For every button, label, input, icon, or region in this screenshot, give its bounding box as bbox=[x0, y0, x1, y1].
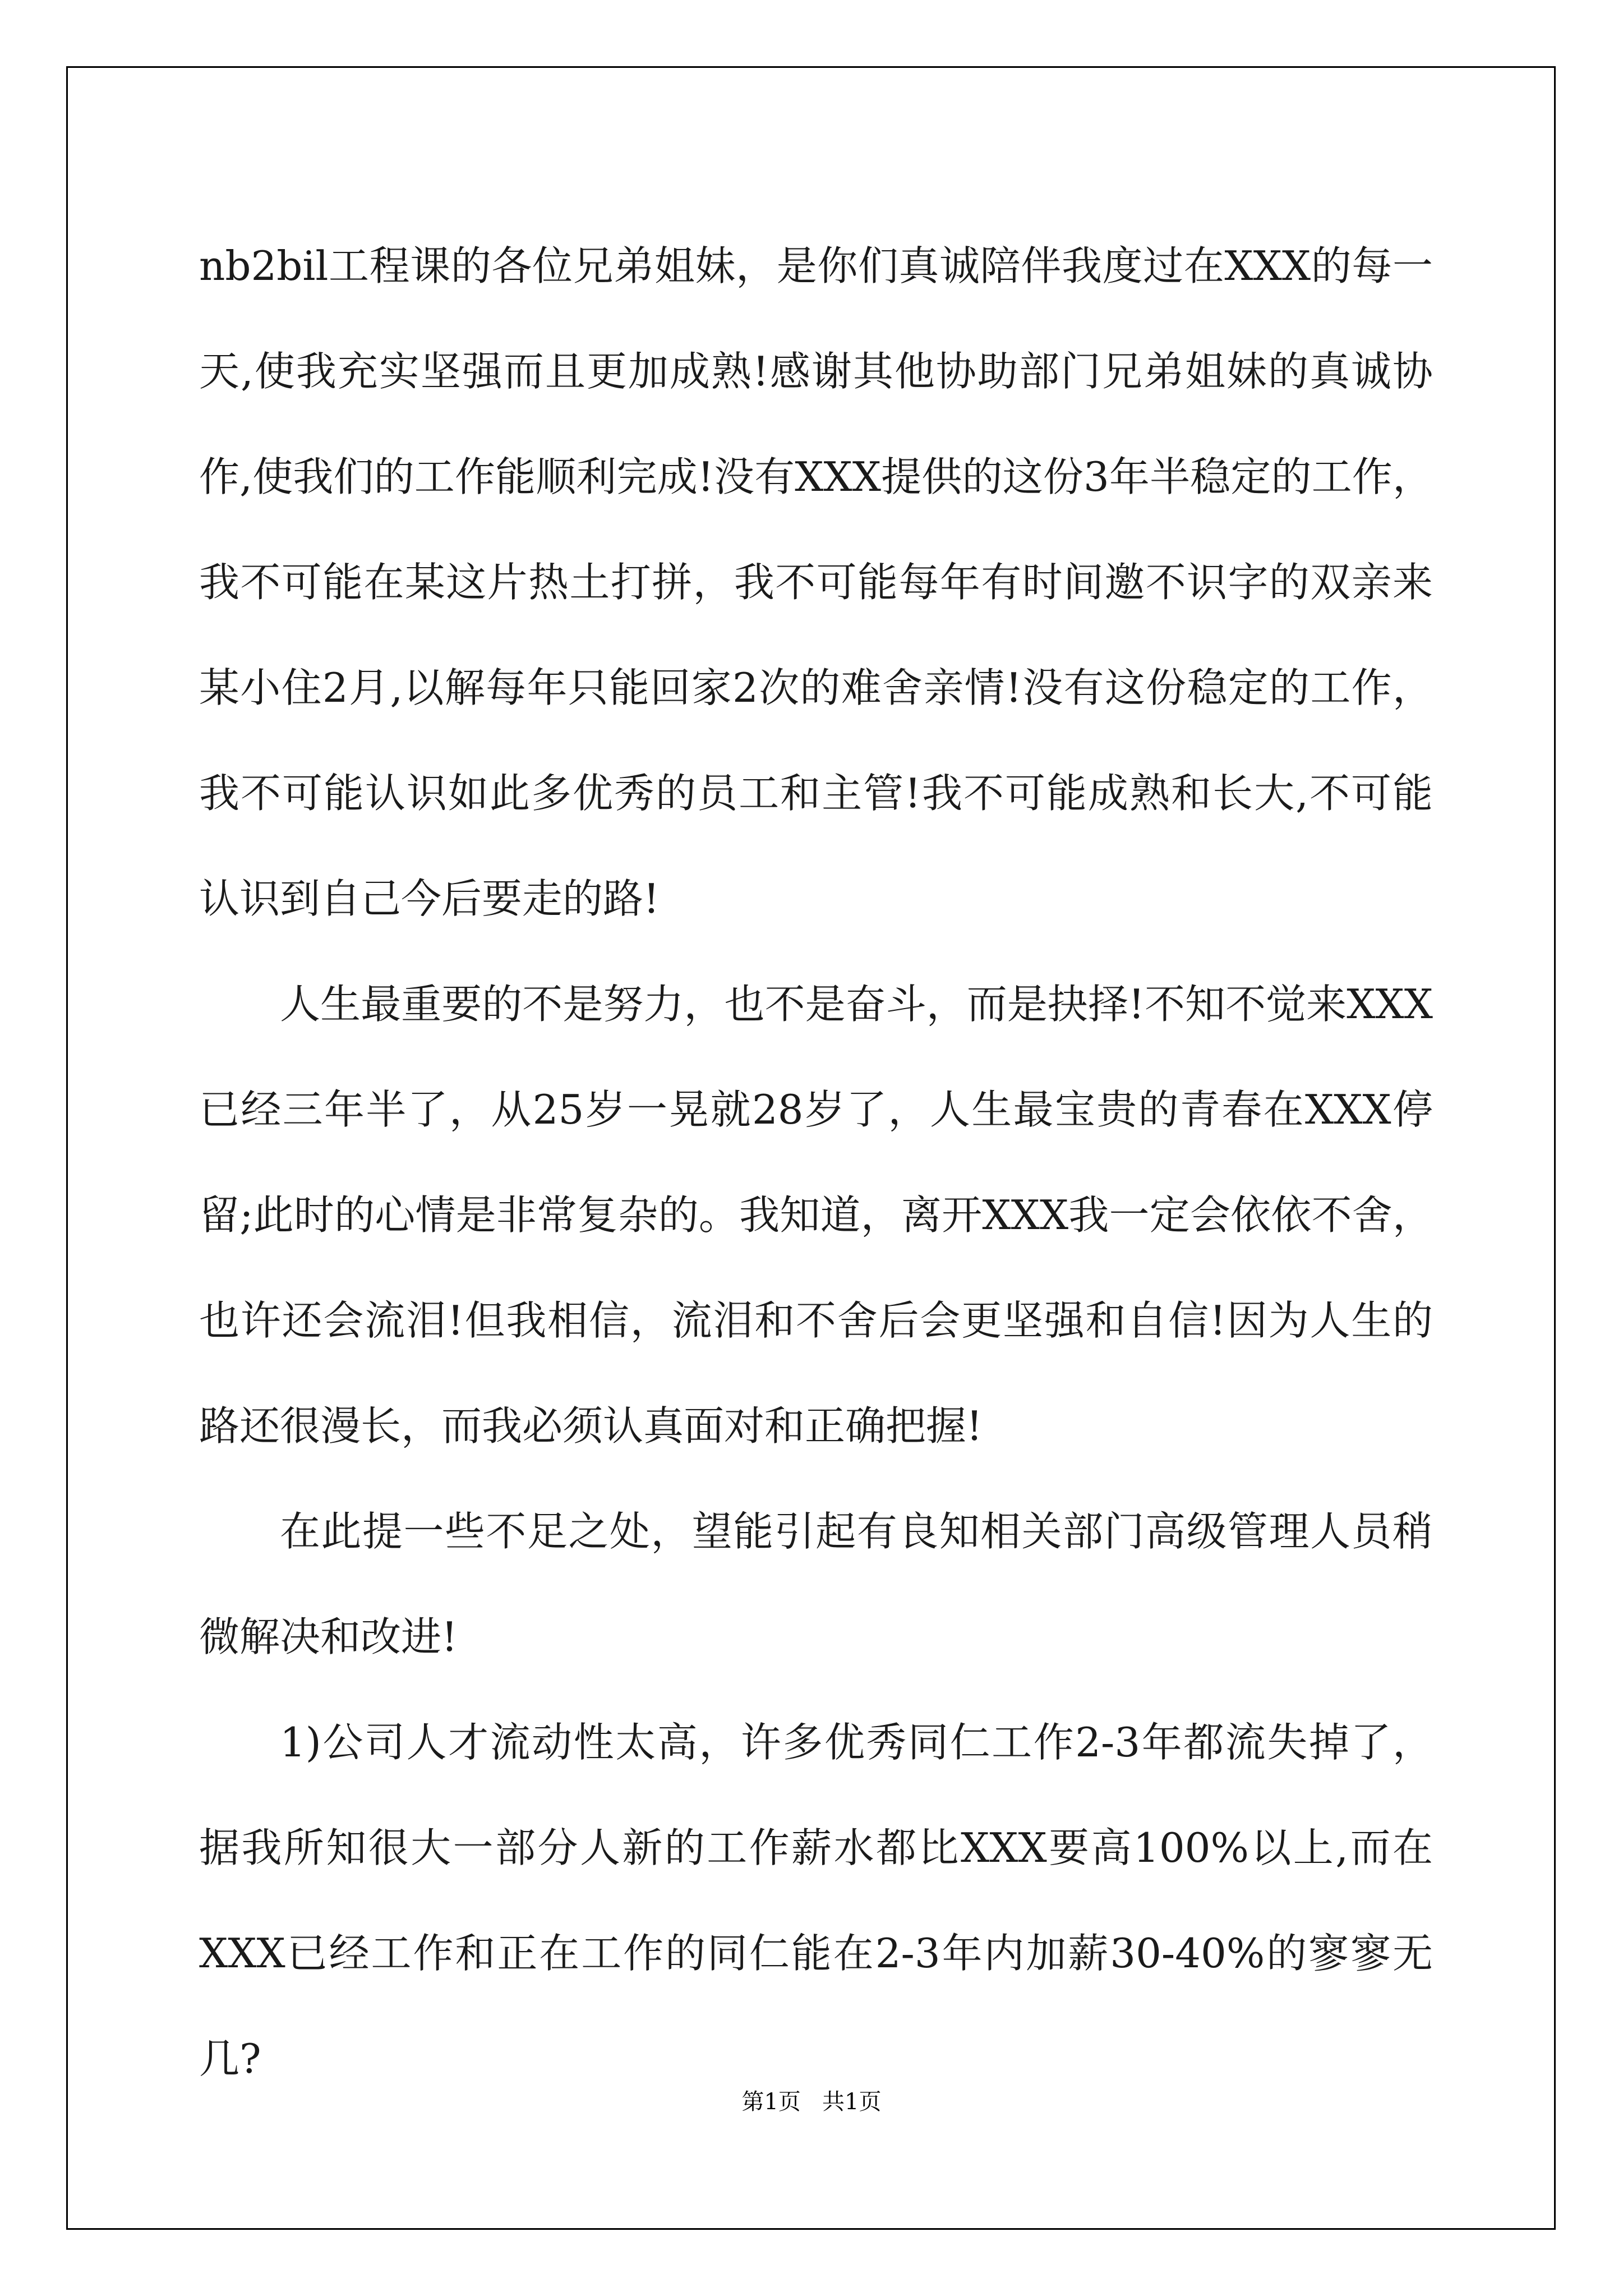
paragraph-1: nb2bil工程课的各位兄弟姐妹，是你们真诚陪伴我度过在XXX的每一天,使我充实坚强而且更加成熟!感谢其他协助部门兄弟姐妹的真诚协作,使我们的工作能顺利完成!没有XXX提供的这份3年半稳定的工作，我不可能在某这片热土打拼，我不可能每年有时间邀不识字的双亲来某小住2月,以解每年只能回家2次的难舍亲情!没有这份稳定的工作，我不可能认识如此多优秀的员工和主管!我不可能成熟和长大,不可能认识到自己今后要走的路! bbox=[199, 242, 1433, 922]
page-number-footer: 第1页 共1页 bbox=[741, 2089, 882, 2115]
paragraph-2: 人生最重要的不是努力，也不是奋斗，而是抉择!不知不觉来XXX已经三年半了，从25岁一晃就28岁了，人生最宝贵的青春在XXX停留;此时的心情是非常复杂的。我知道，离开XXX我一定会依依不舍，也许还会流泪!但我相信，流泪和不舍后会更坚强和自信!因为人生的路还很漫长，而我必须认真面对和正确把握! bbox=[199, 981, 1433, 1450]
document-body bbox=[199, 213, 1433, 2111]
paragraph-4: 1)公司人才流动性太高，许多优秀同仁工作2-3年都流失掉了，据我所知很大一部分人新的工作薪水都比XXX要高100%以上,而在XXX已经工作和正在工作的同仁能在2-3年内加薪30-40%的寥寥无几? bbox=[199, 1719, 1433, 2082]
paragraph-3: 在此提一些不足之处，望能引起有良知相关部门高级管理人员稍微解决和改进! bbox=[199, 1508, 1433, 1660]
